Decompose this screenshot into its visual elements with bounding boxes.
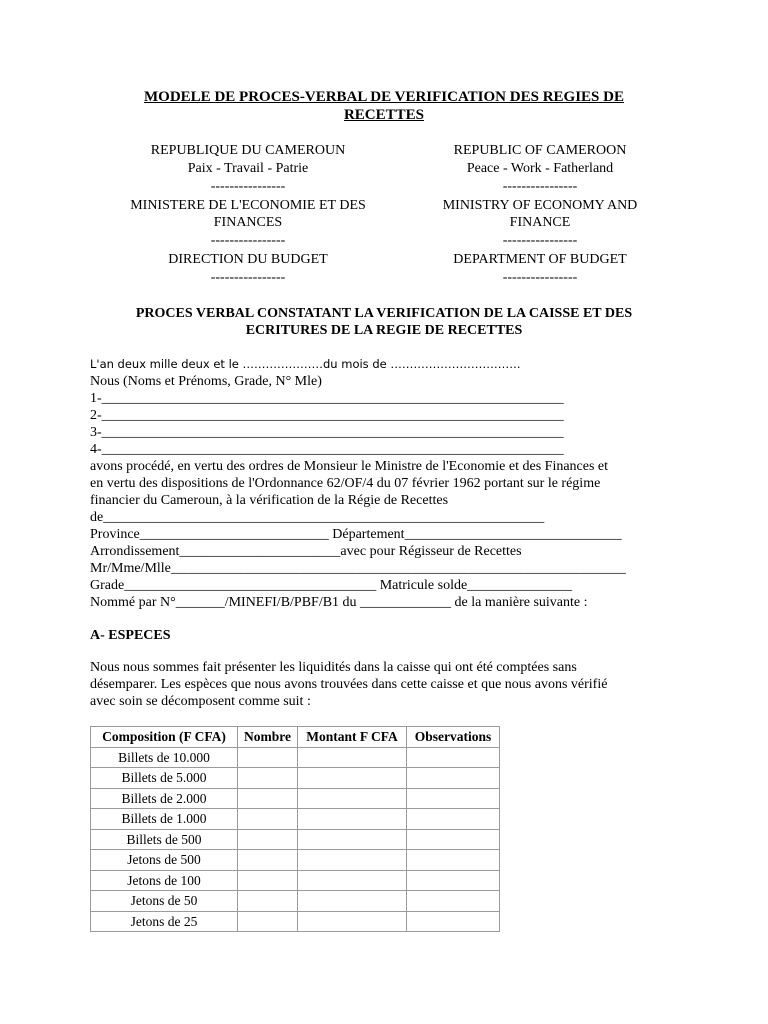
verifier-1-field[interactable]: 1-__________________________________________________________________ bbox=[90, 391, 564, 406]
body-paragraph-line2: en vertu des dispositions de l'Ordonnance 62/OF/4 du 07 février 1962 portant sur le régime bbox=[90, 476, 601, 491]
province-departement-field[interactable]: Province___________________________ Département_______________________________ bbox=[90, 527, 622, 542]
denomination-label: Jetons de 25 bbox=[91, 911, 238, 932]
denomination-label: Billets de 1.000 bbox=[91, 809, 238, 830]
header-en-separator: ---------------- bbox=[502, 179, 578, 194]
denomination-label: Billets de 10.000 bbox=[91, 747, 238, 768]
subtitle-line2: ECRITURES DE LA REGIE DE RECETTES bbox=[245, 323, 523, 338]
observations-cell[interactable] bbox=[407, 768, 500, 789]
document-title-line1: MODELE DE PROCES-VERBAL DE VERIFICATION DES REGIES DE bbox=[144, 89, 624, 105]
day-dots[interactable]: ………………… bbox=[242, 357, 323, 371]
denomination-label: Billets de 500 bbox=[91, 829, 238, 850]
body-paragraph-line3: financier du Cameroun, à la vérification de la Régie de Recettes bbox=[90, 493, 449, 508]
table-row bbox=[91, 747, 500, 768]
montant-cell[interactable] bbox=[298, 829, 407, 850]
denomination-label: Billets de 5.000 bbox=[91, 768, 238, 789]
montant-cell[interactable] bbox=[298, 788, 407, 809]
header-en-ministry-line1: MINISTRY OF ECONOMY AND bbox=[442, 198, 638, 213]
subtitle-line1: PROCES VERBAL CONSTATANT LA VERIFICATION DE LA CAISSE ET DES bbox=[135, 306, 633, 321]
nombre-cell[interactable] bbox=[238, 911, 298, 932]
column-header-montant: Montant F CFA bbox=[298, 727, 407, 748]
body-paragraph-line1: avons procédé, en vertu des ordres de Monsieur le Ministre de l'Economie et des Finances et bbox=[90, 459, 609, 474]
header-fr-separator: ---------------- bbox=[210, 233, 286, 248]
montant-cell[interactable] bbox=[298, 891, 407, 912]
nombre-cell[interactable] bbox=[238, 809, 298, 830]
document-title-line2: RECETTES bbox=[343, 107, 425, 123]
observations-cell[interactable] bbox=[407, 829, 500, 850]
observations-cell[interactable] bbox=[407, 891, 500, 912]
nombre-cell[interactable] bbox=[238, 850, 298, 871]
nombre-cell[interactable] bbox=[238, 870, 298, 891]
table-header-row bbox=[91, 727, 500, 748]
section-a-paragraph-line1: Nous nous sommes fait présenter les liquidités dans la caisse qui ont été comptées sans bbox=[90, 660, 577, 675]
denomination-label: Billets de 2.000 bbox=[91, 788, 238, 809]
montant-cell[interactable] bbox=[298, 870, 407, 891]
verifier-3-field[interactable]: 3-__________________________________________________________________ bbox=[90, 425, 564, 440]
table-row bbox=[91, 788, 500, 809]
observations-cell[interactable] bbox=[407, 850, 500, 871]
month-dots[interactable]: ……………………………. bbox=[390, 357, 521, 371]
table-row bbox=[91, 809, 500, 830]
regie-field[interactable]: de_______________________________________________________________ bbox=[90, 510, 545, 525]
nombre-cell[interactable] bbox=[238, 891, 298, 912]
header-en-direction: DEPARTMENT OF BUDGET bbox=[453, 252, 627, 267]
column-header-observations: Observations bbox=[407, 727, 500, 748]
regisseur-name-field[interactable]: Mr/Mme/Mlle_________________________________________________________________ bbox=[90, 561, 626, 576]
verifier-2-field[interactable]: 2-__________________________________________________________________ bbox=[90, 408, 564, 423]
montant-cell[interactable] bbox=[298, 809, 407, 830]
nombre-cell[interactable] bbox=[238, 747, 298, 768]
nombre-cell[interactable] bbox=[238, 768, 298, 789]
section-a-paragraph-line2: désemparer. Les espèces que nous avons trouvées dans cette caisse et que nous avons vérifié bbox=[90, 677, 608, 692]
header-fr-motto: Paix - Travail - Patrie bbox=[187, 161, 309, 176]
header-fr-separator: ---------------- bbox=[210, 270, 286, 285]
arrondissement-field[interactable]: Arrondissement_______________________avec pour Régisseur de Recettes bbox=[90, 544, 522, 559]
denomination-label: Jetons de 500 bbox=[91, 850, 238, 871]
observations-cell[interactable] bbox=[407, 870, 500, 891]
column-header-composition: Composition (F CFA) bbox=[91, 727, 238, 748]
cash-composition-table bbox=[90, 726, 500, 932]
observations-cell[interactable] bbox=[407, 788, 500, 809]
observations-cell[interactable] bbox=[407, 747, 500, 768]
observations-cell[interactable] bbox=[407, 809, 500, 830]
montant-cell[interactable] bbox=[298, 768, 407, 789]
header-fr-country: REPUBLIQUE DU CAMEROUN bbox=[150, 143, 346, 158]
nomination-field[interactable]: Nommé par N°_______/MINEFI/B/PBF/B1 du _____________ de la manière suivante : bbox=[90, 595, 588, 610]
table-row bbox=[91, 768, 500, 789]
header-en-separator: ---------------- bbox=[502, 270, 578, 285]
denomination-label: Jetons de 100 bbox=[91, 870, 238, 891]
table-row bbox=[91, 870, 500, 891]
observations-cell[interactable] bbox=[407, 911, 500, 932]
section-a-heading: A- ESPECES bbox=[90, 628, 171, 643]
denomination-label: Jetons de 50 bbox=[91, 891, 238, 912]
table-row bbox=[91, 850, 500, 871]
header-en-separator: ---------------- bbox=[502, 233, 578, 248]
date-line bbox=[90, 356, 521, 373]
header-en-country: REPUBLIC OF CAMEROON bbox=[453, 143, 627, 158]
table-row bbox=[91, 911, 500, 932]
nombre-cell[interactable] bbox=[238, 788, 298, 809]
table-row bbox=[91, 829, 500, 850]
header-fr-separator: ---------------- bbox=[210, 179, 286, 194]
column-header-nombre: Nombre bbox=[238, 727, 298, 748]
montant-cell[interactable] bbox=[298, 747, 407, 768]
montant-cell[interactable] bbox=[298, 850, 407, 871]
section-a-paragraph-line3: avec soin se décomposent comme suit : bbox=[90, 694, 311, 709]
montant-cell[interactable] bbox=[298, 911, 407, 932]
header-fr-ministry-line2: FINANCES bbox=[213, 215, 283, 230]
header-en-motto: Peace - Work - Fatherland bbox=[466, 161, 614, 176]
verifier-4-field[interactable]: 4-__________________________________________________________________ bbox=[90, 442, 564, 457]
nombre-cell[interactable] bbox=[238, 829, 298, 850]
month-label: du mois de bbox=[323, 357, 391, 371]
verifiers-heading: Nous (Noms et Prénoms, Grade, N° Mle) bbox=[90, 374, 322, 389]
header-fr-ministry-line1: MINISTERE DE L'ECONOMIE ET DES bbox=[130, 198, 366, 213]
header-fr-direction: DIRECTION DU BUDGET bbox=[168, 252, 328, 267]
grade-matricule-field[interactable]: Grade____________________________________ Matricule solde_______________ bbox=[90, 578, 573, 593]
table-row bbox=[91, 891, 500, 912]
date-prefix: L'an deux mille deux et le bbox=[90, 357, 243, 371]
header-en-ministry-line2: FINANCE bbox=[509, 215, 571, 230]
